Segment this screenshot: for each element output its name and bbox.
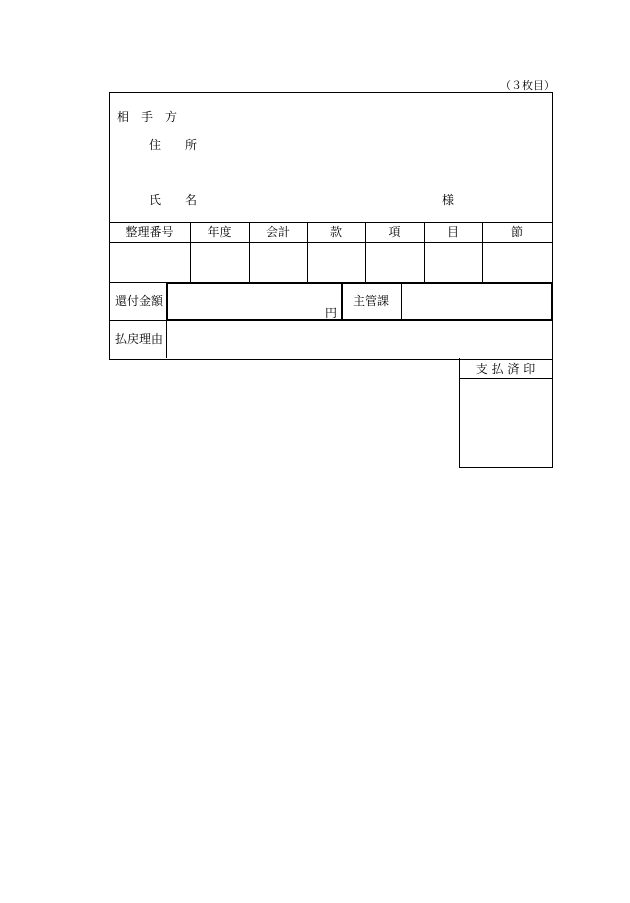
honorific-sama: 様 [442,193,455,207]
paid-stamp-area[interactable] [461,380,550,466]
department-divider [401,284,402,320]
paid-stamp-label: 支 払 済 印 [475,362,536,376]
reason-divider [166,320,167,358]
header-kan: 款 [329,225,342,239]
header-kou: 項 [388,225,401,239]
address-label: 住 所 [149,138,198,152]
department-label: 主管課 [353,294,390,308]
nendo-cell[interactable] [191,243,249,282]
header-moku: 目 [446,225,459,239]
kou-cell[interactable] [366,243,424,282]
reason-field[interactable] [168,322,550,357]
header-kaikei: 会計 [265,225,290,239]
moku-cell[interactable] [425,243,482,282]
stamp-header-rule [459,378,552,379]
amount-field[interactable] [166,282,343,321]
header-seiri-bango: 整理番号 [125,225,174,239]
department-field[interactable] [403,284,550,319]
name-label: 氏 名 [149,193,198,207]
seiri-bango-cell[interactable] [110,243,190,282]
page-number-note: （３枚目） [500,79,555,92]
header-nendo: 年度 [207,225,232,239]
kan-cell[interactable] [308,243,365,282]
amount-label: 還付金額 [115,294,164,308]
reason-label: 払戻理由 [115,332,164,346]
kaikei-cell[interactable] [250,243,307,282]
setsu-cell[interactable] [483,243,551,282]
header-setsu: 節 [510,225,523,239]
yen-unit: 円 [325,306,338,320]
counterparty-label: 相 手 方 [117,110,178,124]
